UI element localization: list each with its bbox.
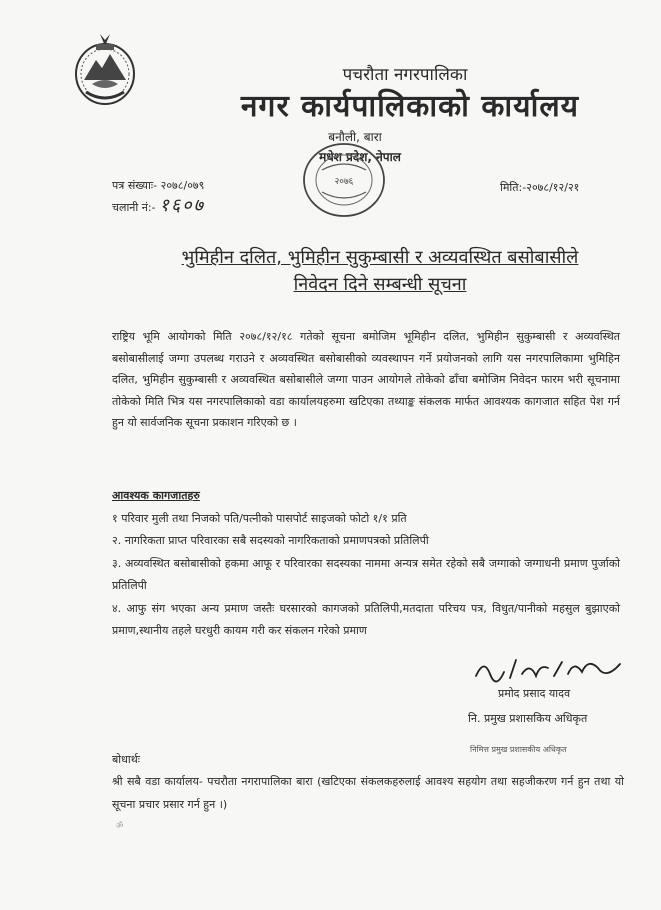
dispatch-number — [112, 193, 205, 217]
office-province: मधेश प्रदेश, नेपाल — [319, 150, 401, 164]
signatory-name: प्रमोद प्रसाद यादव — [498, 687, 571, 700]
document-item: ३. अव्यवस्थित बसोबासीको हकमा आफू र परिवारका सदस्यका नाममा अन्यत्र समेत रहेको सबै जग्गाको जग्गाधनी प्रमाण पुर्जाको प्रतिलिपी — [112, 557, 620, 592]
municipality-name: पचरौता नगरपालिका — [342, 65, 468, 85]
document-item: २. नागरिकता प्राप्त परिवारका सबै सदस्यको नागरिकताको प्रमाणपत्रको प्रतिलिपी — [112, 534, 429, 547]
notice-title-line1: भुमिहीन दलित, भुमिहीन सुकुम्बासी र अव्यवस्थित बसोबासीले — [181, 247, 579, 268]
dispatch-value: १६०७ — [159, 195, 205, 216]
letter-date: मिति:-२०७८/१२/२१ — [500, 181, 580, 194]
document-item: ४. आफु संग भएका अन्य प्रमाण जस्तैः घरसारको कागजको प्रतिलिपी,मतदाता परिचय पत्र, विधुत/पानीको महसुल बुझाएको प्रमाण,स्थानीय तहले घरधुरी कायम गरी कर संकलन गरेको प्रमाण — [112, 602, 620, 637]
cc-text: श्री सबै वडा कार्यालय- पचरौता नगरापालिका बारा (खटिएका संकलकहरुलाई आवश्य सहयोग तथा सहजीकरण गर्न हुन तथा यो सूचना प्रचार प्रसार गर्न हुन ।) — [112, 775, 624, 811]
office-title: नगर कार्यपालिकाको कार्यालय — [240, 89, 580, 124]
notice-body: राष्ट्रिय भूमि आयोगको मिति २०७८/१२/१८ गतेको सूचना बमोजिम भूमिहीन दलित, भुमिहीन सुकुम्बासी र अव्यवस्थित बसोबासीलाई जग्गा उपलब्ध गराउने र अव्यवस्थित बसोबासीको व्यवस्थापन गर्ने प्रयोजनको लागि यस नगरपालिकामा भुमिहिन दलित, भुमिहीन सुकुम्बासी र अव्यवस्थित बसोबासीले जग्गा पाउन आयोगले तोकेको ढाँचा बमोजिम निवेदन फारम भरी सूचनामा तोकेको मिति भित्र यस नगरपालिकाको वडा कार्यालयहरुमा खटिएका तथ्याङ्क संकलक मार्फत आवश्यक कागजात सहित पेश गर्न हुन यो सार्वजनिक सूचना प्रकाशन गरिएको छ । — [112, 330, 620, 430]
office-seal-icon — [300, 140, 388, 220]
documents-heading: आवश्यक कागजातहरु — [112, 489, 200, 502]
faint-mark: ॐ — [116, 821, 124, 830]
signatory-stamp: निमित्त प्रमुख प्रशासकीय अधिकृत — [470, 745, 567, 754]
cc-heading: बोधार्थः — [112, 753, 140, 766]
dispatch-label: चलानी नं:- — [112, 201, 156, 214]
office-location: बनौली, बारा — [328, 130, 382, 144]
notice-title-line2: निवेदन दिने सम्बन्धी सूचना — [293, 274, 467, 295]
nepal-emblem-icon — [72, 30, 138, 108]
signatory-title: नि. प्रमुख प्रशासकिय अधिकृत — [468, 712, 588, 725]
svg-text:२०७६: २०७६ — [334, 177, 354, 187]
signature-icon — [470, 654, 630, 686]
document-item: १ परिवार मुली तथा निजको पति/पत्नीको पासपोर्ट साइजको फोटो १/१ प्रति — [112, 512, 407, 525]
notice-title — [100, 244, 660, 298]
letter-number: पत्र संख्याः- २०७८/०७९ — [112, 179, 205, 192]
